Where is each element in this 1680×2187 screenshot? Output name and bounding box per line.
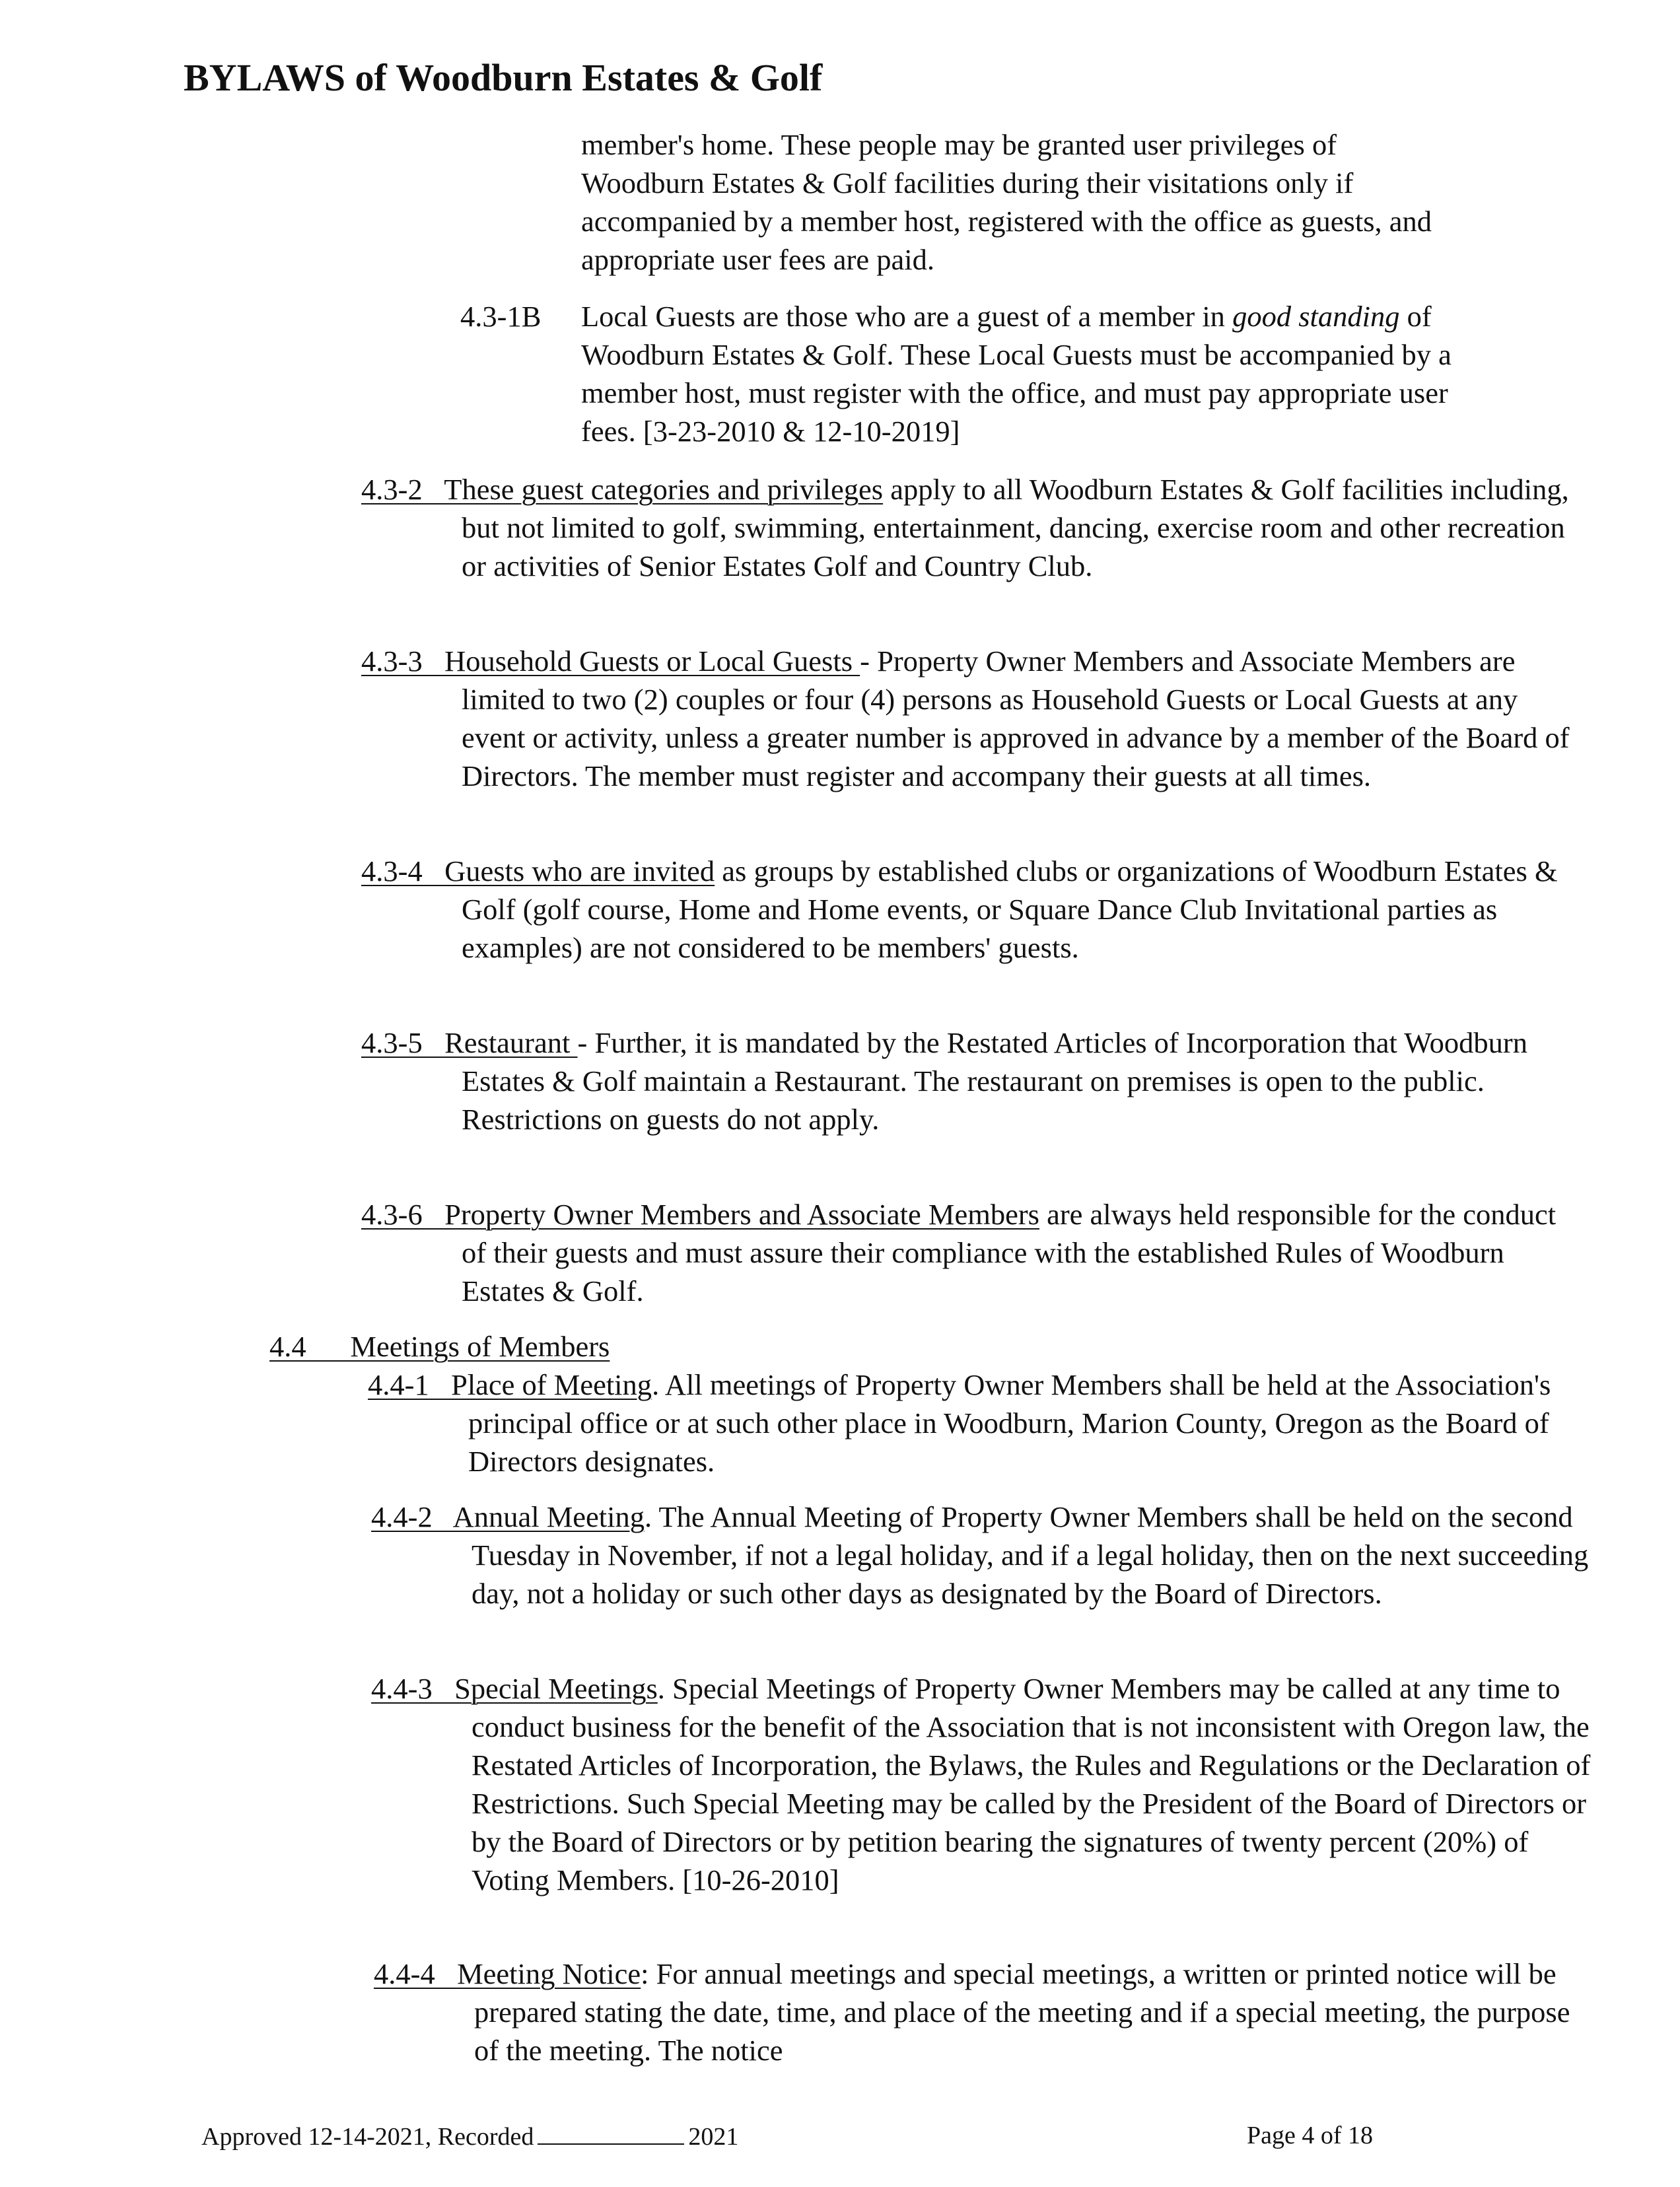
- section-4-4-1-text: . All meetings of Property Owner Members shall be held at the Association's principal office or at such other place in Woodburn, Marion County, Oregon as the Board of Directors designates.: [468, 1368, 1551, 1478]
- section-4-3-4-text: as groups by established clubs or organizations of Woodburn Estates & Golf (golf course, Home and Home events, or Square Dance Club Invitational parties as examples) are not considered to be members' guests.: [462, 854, 1558, 964]
- section-4-4-2-heading: 4.4-2 Annual Meeting: [371, 1500, 645, 1533]
- section-4-3-4-heading: 4.3-4 Guests who are invited: [361, 854, 715, 887]
- section-4-3-5: [361, 1024, 1584, 1138]
- section-4-3-1b-text-b: of Woodburn Estates & Golf. These Local Guests must be accompanied by a member host, must register with the office, and must pay appropriate user fees. [3-23-2010 & 12-10-2019]: [581, 300, 1452, 448]
- section-4-4-3: [371, 1669, 1594, 1899]
- continuation-paragraph: member's home. These people may be granted user privileges of Woodburn Estates & Golf facilities during their visitations only if accompanied by a member host, registered with the office as guests, and appropriate user fees are paid.: [581, 128, 1432, 276]
- section-number-4-3-1b: 4.3-1B: [460, 300, 542, 333]
- section-4-3-5-heading: 4.3-5 Restaurant: [361, 1026, 578, 1059]
- section-4-4-heading: 4.4 Meetings of Members: [269, 1330, 610, 1363]
- section-4-4-1-heading: 4.4-1 Place of Meeting: [368, 1368, 652, 1401]
- recorded-blank-line: [538, 2120, 684, 2145]
- section-4-3-3-heading: 4.3-3 Household Guests or Local Guests: [361, 644, 860, 677]
- section-4-4-4: [374, 1955, 1597, 2069]
- section-4-3-2-text: apply to all Woodburn Estates & Golf facilities including, but not limited to golf, swimming, entertainment, dancing, exercise room and other recreation or activities of Senior Estates Golf and Country Club.: [462, 473, 1569, 582]
- section-4-3-6-text: are always held responsible for the conduct of their guests and must assure their compliance with the established Rules of Woodburn Estates & Golf.: [462, 1198, 1557, 1307]
- section-4-3-1b-emphasis: good standing: [1232, 300, 1400, 333]
- section-4-4-3-text: . Special Meetings of Property Owner Members may be called at any time to conduct business for the benefit of the Association that is not inconsistent with Oregon law, the Restated Articles of Incorporation, the Bylaws, the Rules and Regulations or the Declaration of Restrictions. Such Special Meeting may be called by the President of the Board of Directors or by the Board of Directors or by petition bearing the signatures of twenty percent (20%) of Voting Members. [10-26-2010]: [472, 1672, 1591, 1896]
- footer-year: 2021: [688, 2123, 739, 2151]
- footer-approval: [201, 2120, 738, 2153]
- section-4-4-3-heading: 4.4-3 Special Meetings: [371, 1672, 658, 1705]
- section-4-3-2: [361, 470, 1584, 585]
- section-4-3-6-heading: 4.3-6 Property Owner Members and Associate Members: [361, 1198, 1039, 1231]
- section-4-3-2-heading: 4.3-2 These guest categories and privileges: [361, 473, 884, 506]
- section-4-3-1b-text-a: Local Guests are those who are a guest of a member in: [581, 300, 1233, 333]
- section-4-4-1: [368, 1366, 1591, 1480]
- section-4-3-5-text: - Further, it is mandated by the Restated Articles of Incorporation that Woodburn Estates & Golf maintain a Restaurant. The restaurant on premises is open to the public. Restrictions on guests do not apply.: [462, 1026, 1527, 1136]
- section-4-3-3-text: - Property Owner Members and Associate Members are limited to two (2) couples or four (4) persons as Household Guests or Local Guests at any event or activity, unless a greater number is approved in advance by a member of the Board of Directors. The member must register and accompany their guests at all times.: [462, 644, 1570, 792]
- section-4-4-2: [371, 1498, 1594, 1613]
- section-4-4: [269, 1327, 1062, 1366]
- section-4-3-3: [361, 642, 1584, 795]
- page-title: BYLAWS of Woodburn Estates & Golf: [184, 56, 823, 99]
- section-4-3-1b: [581, 297, 1459, 450]
- section-4-3-4: [361, 852, 1584, 967]
- section-4-3-6: [361, 1195, 1584, 1310]
- footer-approved-text: Approved 12-14-2021, Recorded: [201, 2123, 534, 2151]
- section-4-4-4-text: : For annual meetings and special meetings, a written or printed notice will be prepared stating the date, time, and place of the meeting and if a special meeting, the purpose of the meeting. The notice: [474, 1957, 1570, 2067]
- section-4-4-2-text: . The Annual Meeting of Property Owner Members shall be held on the second Tuesday in November, if not a legal holiday, and if a legal holiday, then on the next succeeding day, not a holiday or such other days as designated by the Board of Directors.: [472, 1500, 1589, 1610]
- page-number: Page 4 of 18: [1247, 2122, 1374, 2149]
- section-4-4-4-heading: 4.4-4 Meeting Notice: [374, 1957, 641, 1990]
